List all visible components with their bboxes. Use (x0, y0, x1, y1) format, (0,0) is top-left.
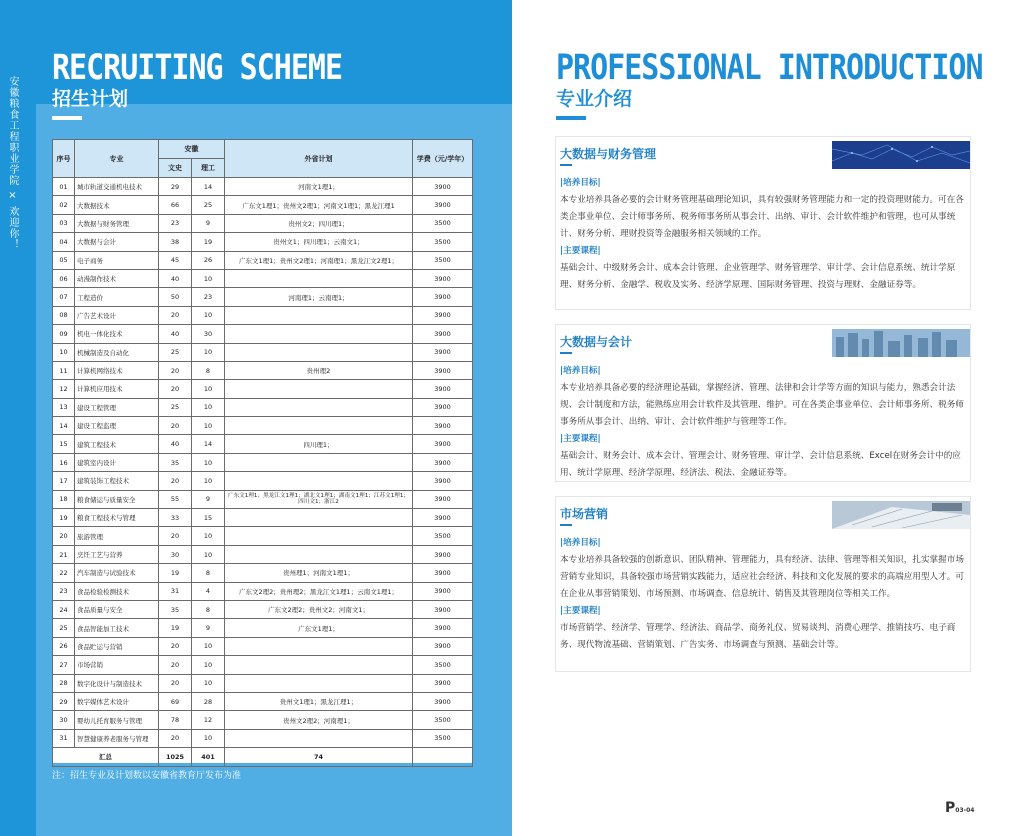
row-fee: 3900 (413, 178, 473, 196)
table-row (53, 637, 473, 655)
row-fee: 3900 (413, 288, 473, 306)
row-ligong: 19 (192, 233, 225, 251)
row-major: 建筑工程技术 (75, 435, 159, 453)
row-major: 旅游管理 (75, 527, 159, 545)
row-no: 25 (53, 619, 75, 637)
course-label: |主要课程| (560, 434, 601, 444)
row-fee: 3900 (413, 343, 473, 361)
card-goal-text: 本专业培养具备必要的会计财务管理基础理论知识，具有较强财务管理能力和一定的投资理财能力。可在各类企事业单位、会计师事务所、税务师事务所从事会计、出纳、审计、会计软件维护和管理，也可从事统计、财务分析、理财投资等金融服务相关领域的工作。 (560, 195, 964, 239)
row-fee: 3900 (413, 398, 473, 416)
table-row (53, 692, 473, 710)
row-fee: 3900 (413, 306, 473, 324)
row-wenshi: 20 (159, 472, 192, 490)
row-ligong: 28 (192, 692, 225, 710)
row-wenshi: 30 (159, 545, 192, 563)
row-ligong: 10 (192, 545, 225, 563)
row-other: 广东文1理1；贵州文2理1；河南文1理1；黑龙江理1 (225, 196, 413, 214)
row-ligong: 8 (192, 361, 225, 379)
row-ligong: 10 (192, 380, 225, 398)
row-fee: 3900 (413, 674, 473, 692)
row-fee: 3900 (413, 269, 473, 287)
row-major: 电子商务 (75, 251, 159, 269)
row-fee: 3900 (413, 435, 473, 453)
card-title-bar (560, 524, 572, 526)
row-wenshi: 20 (159, 527, 192, 545)
table-row (53, 380, 473, 398)
row-fee: 3900 (413, 545, 473, 563)
goal-label: |培养目标| (560, 178, 601, 188)
row-wenshi: 23 (159, 214, 192, 232)
table-row (53, 398, 473, 416)
plan-table (52, 139, 472, 763)
row-other: 广东文1理1； (225, 619, 413, 637)
row-no: 20 (53, 527, 75, 545)
left-title-en: RECRUITING SCHEME (52, 48, 343, 89)
row-other: 贵州理2 (225, 361, 413, 379)
card-goal-text: 本专业培养具备必要的经济理论基础，掌握经济、管理、法律和会计学等方面的知识与能力，熟悉会计法规、会计制度和方法，能熟练应用会计软件及其管理、维护。可在各类企事业单位、会计师事务所、税务师事务所从事会计、出纳、审计、会计软件维护与管理等工作。 (560, 383, 964, 427)
right-title-zh: 专业介绍 (556, 88, 633, 110)
row-other: 广东文1理1；黑龙江文1理1；湖北文1理1；湖南文1理1；江苏文1理1；四川文1；浙江2 (225, 490, 413, 508)
row-no: 03 (53, 214, 75, 232)
row-other: 贵州文2；四川理1； (225, 214, 413, 232)
table-row (53, 251, 473, 269)
table-row (53, 306, 473, 324)
row-major: 建筑装饰工程技术 (75, 472, 159, 490)
row-wenshi: 25 (159, 398, 192, 416)
row-ligong: 10 (192, 453, 225, 471)
row-other (225, 453, 413, 471)
row-other: 贵州文2理2；河南理1； (225, 711, 413, 729)
row-no: 06 (53, 269, 75, 287)
row-major: 机械制造及自动化 (75, 343, 159, 361)
table-row (53, 343, 473, 361)
vertical-school-text: 安徽粮食工程职业学院 × 欢迎你！ (7, 76, 18, 251)
row-no: 01 (53, 178, 75, 196)
card-title: 大数据与会计 (560, 335, 633, 349)
row-wenshi: 40 (159, 325, 192, 343)
row-major: 动漫制作技术 (75, 269, 159, 287)
row-wenshi: 35 (159, 453, 192, 471)
row-ligong: 9 (192, 490, 225, 508)
row-fee: 3500 (413, 214, 473, 232)
row-wenshi: 20 (159, 417, 192, 435)
row-major: 食品检验检测技术 (75, 582, 159, 600)
row-no: 17 (53, 472, 75, 490)
row-fee: 3900 (413, 619, 473, 637)
row-no: 21 (53, 545, 75, 563)
row-wenshi: 55 (159, 490, 192, 508)
row-other (225, 380, 413, 398)
city-image (832, 329, 970, 357)
row-wenshi: 29 (159, 178, 192, 196)
table-row (53, 417, 473, 435)
table-row (53, 729, 473, 747)
row-wenshi: 50 (159, 288, 192, 306)
row-major: 婴幼儿托育服务与管理 (75, 711, 159, 729)
header-wenshi: 文史 (159, 159, 192, 178)
row-major: 食品智能加工技术 (75, 619, 159, 637)
row-other (225, 729, 413, 747)
right-title-bar (556, 116, 586, 120)
table-row (53, 600, 473, 618)
header-fee: 学费（元/学年） (413, 140, 473, 178)
row-fee: 3900 (413, 582, 473, 600)
documents-image (832, 501, 970, 529)
row-major: 建筑室内设计 (75, 453, 159, 471)
table-row (53, 472, 473, 490)
card-title-bar (560, 164, 572, 166)
row-other: 河南理1；云南理1； (225, 288, 413, 306)
row-major: 数字媒体艺术设计 (75, 692, 159, 710)
row-major: 烹饪工艺与营养 (75, 545, 159, 563)
row-wenshi: 40 (159, 435, 192, 453)
row-ligong: 10 (192, 269, 225, 287)
row-wenshi: 20 (159, 361, 192, 379)
table-row (53, 178, 473, 196)
row-no: 13 (53, 398, 75, 416)
row-other (225, 545, 413, 563)
card-title: 市场营销 (560, 507, 609, 521)
course-label: |主要课程| (560, 606, 601, 616)
row-ligong: 10 (192, 472, 225, 490)
row-other (225, 509, 413, 527)
table-row (53, 435, 473, 453)
row-other: 河南文1理1； (225, 178, 413, 196)
header-no: 序号 (53, 140, 75, 178)
card-title: 大数据与财务管理 (560, 147, 657, 161)
table-row (53, 214, 473, 232)
row-major: 计算机应用技术 (75, 380, 159, 398)
row-major: 建设工程监理 (75, 417, 159, 435)
row-major: 粮食工程技术与管理 (75, 509, 159, 527)
row-wenshi: 20 (159, 656, 192, 674)
row-no: 27 (53, 656, 75, 674)
row-wenshi: 19 (159, 564, 192, 582)
row-wenshi: 20 (159, 380, 192, 398)
table-row (53, 527, 473, 545)
row-no: 29 (53, 692, 75, 710)
row-ligong: 10 (192, 417, 225, 435)
row-fee: 3900 (413, 600, 473, 618)
row-wenshi: 40 (159, 269, 192, 287)
row-ligong: 26 (192, 251, 225, 269)
row-other (225, 343, 413, 361)
data-tech-image (832, 141, 970, 169)
header-ligong: 理工 (192, 159, 225, 178)
row-major: 数字化设计与制造技术 (75, 674, 159, 692)
row-major: 计算机网络技术 (75, 361, 159, 379)
row-major: 城市轨道交通机电技术 (75, 178, 159, 196)
row-other: 贵州理1；河南文1理1； (225, 564, 413, 582)
header-other: 外省计划 (225, 140, 413, 178)
row-wenshi: 69 (159, 692, 192, 710)
row-fee: 3500 (413, 251, 473, 269)
row-major: 广告艺术设计 (75, 306, 159, 324)
row-fee: 3900 (413, 509, 473, 527)
row-no: 18 (53, 490, 75, 508)
row-ligong: 14 (192, 435, 225, 453)
row-wenshi: 45 (159, 251, 192, 269)
row-other: 贵州文1理1；黑龙江理1； (225, 692, 413, 710)
row-other (225, 325, 413, 343)
card-title-bar (560, 352, 572, 354)
row-other: 广东文2理2；贵州文2；河南文1； (225, 600, 413, 618)
card-course-text: 市场营销学、经济学、管理学、经济法、商品学、商务礼仪、贸易谈判、消费心理学、推销技巧、电子商务、现代物流基础、营销策划、广告实务、市场调查与预测、基础会计等。 (560, 623, 956, 650)
row-ligong: 14 (192, 178, 225, 196)
row-other: 四川理1； (225, 435, 413, 453)
row-ligong: 10 (192, 306, 225, 324)
row-other (225, 269, 413, 287)
total-other: 74 (225, 748, 413, 766)
row-no: 09 (53, 325, 75, 343)
goal-label: |培养目标| (560, 366, 601, 376)
row-other (225, 398, 413, 416)
row-major: 粮食储运与质量安全 (75, 490, 159, 508)
row-major: 食品质量与安全 (75, 600, 159, 618)
left-title-bar (52, 116, 82, 120)
row-wenshi: 35 (159, 600, 192, 618)
row-other: 广东文1理1；贵州文2理1；河南理1；黑龙江文2理1； (225, 251, 413, 269)
row-no: 19 (53, 509, 75, 527)
row-other: 贵州文1；四川理1；云南文1； (225, 233, 413, 251)
row-major: 建设工程管理 (75, 398, 159, 416)
row-fee: 3900 (413, 490, 473, 508)
total-wenshi: 1025 (159, 748, 192, 766)
row-wenshi: 38 (159, 233, 192, 251)
row-major: 大数据技术 (75, 196, 159, 214)
row-fee: 3900 (413, 472, 473, 490)
table-row (53, 674, 473, 692)
row-fee: 3900 (413, 361, 473, 379)
row-ligong: 10 (192, 398, 225, 416)
row-ligong: 9 (192, 619, 225, 637)
row-other (225, 656, 413, 674)
row-ligong: 10 (192, 343, 225, 361)
row-wenshi: 33 (159, 509, 192, 527)
row-other (225, 472, 413, 490)
row-no: 22 (53, 564, 75, 582)
table-row (53, 196, 473, 214)
row-other (225, 674, 413, 692)
row-fee: 3900 (413, 325, 473, 343)
row-ligong: 10 (192, 527, 225, 545)
row-ligong: 23 (192, 288, 225, 306)
table-row (53, 619, 473, 637)
row-ligong: 10 (192, 729, 225, 747)
card-big-data-finance (555, 136, 971, 310)
row-ligong: 9 (192, 214, 225, 232)
row-other (225, 527, 413, 545)
row-major: 机电一体化技术 (75, 325, 159, 343)
table-row (53, 361, 473, 379)
row-ligong: 10 (192, 656, 225, 674)
row-fee: 3900 (413, 637, 473, 655)
row-wenshi: 66 (159, 196, 192, 214)
row-fee: 3500 (413, 233, 473, 251)
row-major: 大数据与会计 (75, 233, 159, 251)
row-no: 11 (53, 361, 75, 379)
table-row (53, 490, 473, 508)
row-no: 04 (53, 233, 75, 251)
table-row (53, 582, 473, 600)
table-row (53, 233, 473, 251)
row-fee: 3500 (413, 711, 473, 729)
row-wenshi: 20 (159, 674, 192, 692)
goal-label: |培养目标| (560, 538, 601, 548)
row-fee: 3500 (413, 729, 473, 747)
row-ligong: 25 (192, 196, 225, 214)
table-row (53, 545, 473, 563)
row-no: 07 (53, 288, 75, 306)
header-major: 专业 (75, 140, 159, 178)
table-row (53, 269, 473, 287)
row-major: 大数据与财务管理 (75, 214, 159, 232)
row-major: 市场营销 (75, 656, 159, 674)
row-ligong: 4 (192, 582, 225, 600)
right-title-en: PROFESSIONAL INTRODUCTION (556, 48, 983, 89)
card-course-text: 基础会计、中级财务会计、成本会计管理、企业管理学、财务管理学、审计学、会计信息系统、统计学原理、财务分析、金融学、税收及实务、经济学原理、国际财务管理、投资与理财、金融证券等。 (560, 263, 956, 290)
row-major: 工程造价 (75, 288, 159, 306)
total-fee (413, 748, 473, 766)
row-wenshi: 19 (159, 619, 192, 637)
row-no: 16 (53, 453, 75, 471)
row-no: 31 (53, 729, 75, 747)
table-row (53, 509, 473, 527)
total-label: 汇总 (53, 748, 159, 766)
row-other: 广东文2理2；贵州理2；黑龙江文1理1；云南文1理1； (225, 582, 413, 600)
row-ligong: 10 (192, 674, 225, 692)
row-no: 23 (53, 582, 75, 600)
row-fee: 3900 (413, 380, 473, 398)
row-fee: 3900 (413, 453, 473, 471)
row-no: 10 (53, 343, 75, 361)
row-fee: 3500 (413, 656, 473, 674)
row-fee: 3900 (413, 564, 473, 582)
row-major: 智慧健康养老服务与管理 (75, 729, 159, 747)
row-no: 05 (53, 251, 75, 269)
table-row (53, 656, 473, 674)
row-major: 食品贮运与营销 (75, 637, 159, 655)
footnote: 注：招生专业及计划数以安徽省教育厅发布为准 (52, 771, 242, 781)
row-fee: 3500 (413, 527, 473, 545)
row-no: 02 (53, 196, 75, 214)
row-no: 26 (53, 637, 75, 655)
row-no: 08 (53, 306, 75, 324)
row-wenshi: 20 (159, 637, 192, 655)
row-ligong: 8 (192, 564, 225, 582)
row-no: 14 (53, 417, 75, 435)
row-ligong: 8 (192, 600, 225, 618)
row-wenshi: 20 (159, 729, 192, 747)
card-course-text: 基础会计、财务会计、成本会计、管理会计、财务管理、审计学、会计信息系统、Excel在财务会计中的应用、统计学原理、经济学原理、经济法、税法、金融证券等。 (560, 451, 961, 478)
row-wenshi: 20 (159, 306, 192, 324)
row-no: 12 (53, 380, 75, 398)
left-title-zh: 招生计划 (52, 88, 129, 110)
row-wenshi: 25 (159, 343, 192, 361)
row-no: 30 (53, 711, 75, 729)
total-ligong: 401 (192, 748, 225, 766)
row-other (225, 637, 413, 655)
row-ligong: 12 (192, 711, 225, 729)
table-row (53, 453, 473, 471)
row-no: 15 (53, 435, 75, 453)
row-wenshi: 78 (159, 711, 192, 729)
row-wenshi: 31 (159, 582, 192, 600)
card-goal-text: 本专业培养具备较强的创新意识、团队精神、管理能力，具有经济、法律、管理等相关知识，扎实掌握市场营销专业知识，具备较强市场营销实践能力，适应社会经济、科技和文化发展的要求的高端应用型人才。可在企业从事营销策划、市场预测、市场调查、信息统计、销售及其管理岗位等相关工作。 (560, 555, 964, 599)
row-major: 汽车制造与试验技术 (75, 564, 159, 582)
row-fee: 3900 (413, 417, 473, 435)
row-ligong: 30 (192, 325, 225, 343)
header-anhui: 安徽 (159, 140, 225, 159)
row-ligong: 10 (192, 637, 225, 655)
page-number: P03-04 (945, 800, 975, 816)
course-label: |主要课程| (560, 246, 601, 256)
row-ligong: 15 (192, 509, 225, 527)
row-other (225, 417, 413, 435)
table-row (53, 325, 473, 343)
row-no: 24 (53, 600, 75, 618)
row-fee: 3900 (413, 196, 473, 214)
table-row (53, 711, 473, 729)
table-row (53, 288, 473, 306)
row-fee: 3900 (413, 692, 473, 710)
card-big-data-accounting (555, 324, 971, 482)
table-row (53, 564, 473, 582)
row-no: 28 (53, 674, 75, 692)
card-marketing (555, 496, 971, 672)
row-other (225, 306, 413, 324)
